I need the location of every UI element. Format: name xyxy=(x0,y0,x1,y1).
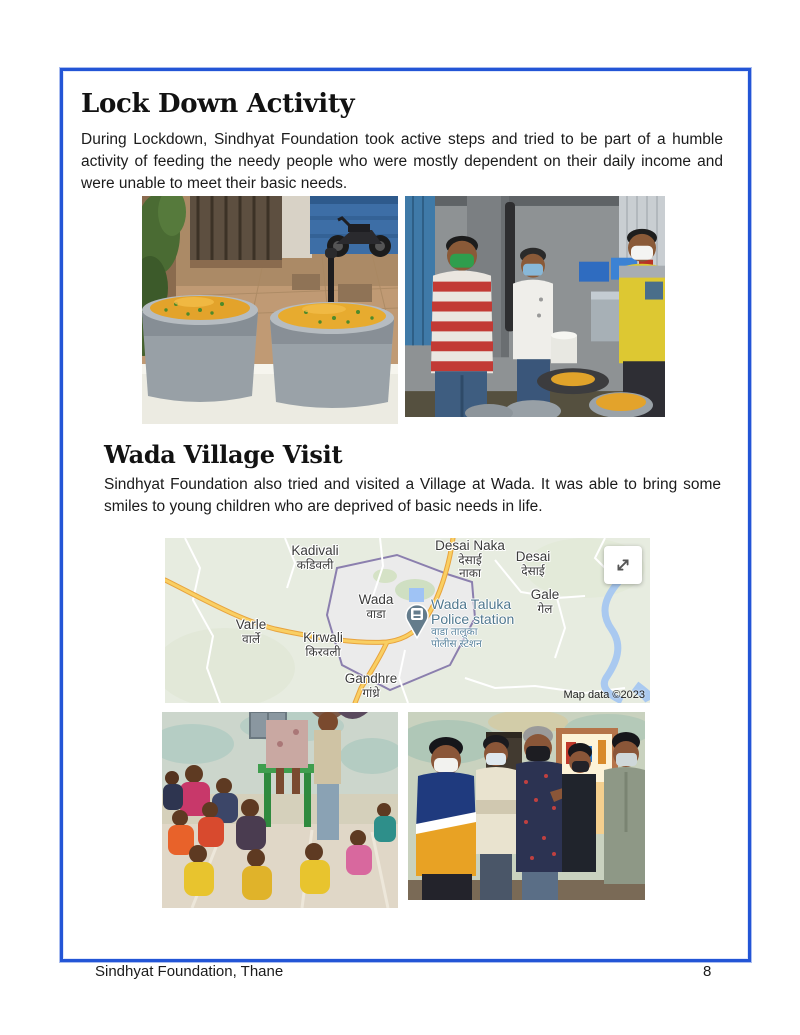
photo-children-classroom xyxy=(162,712,398,908)
photo-group-illustration xyxy=(408,712,645,900)
map-label-gale: Gale गेल xyxy=(530,587,560,616)
wada-map-image xyxy=(165,538,650,703)
photo-children-illustration xyxy=(162,712,398,908)
map-label-police-station: Wada Taluka Police station वाडा तालुका पोलीस स्टेशन xyxy=(431,596,515,650)
expand-arrows-icon xyxy=(612,554,634,576)
content-border-box xyxy=(60,68,751,962)
footer-page-number: 8 xyxy=(703,963,712,980)
map-label-kirwali: Kirwali किरवली xyxy=(303,630,343,659)
map-label-kadivali: Kadivali कडिवली xyxy=(291,543,339,572)
photo-cooking-pots xyxy=(142,196,398,424)
map-label-gandhre: Gandhre गांध्रे xyxy=(344,671,398,700)
section1-paragraph: During Lockdown, Sindhyat Foundation took active steps and tried to be part of a humble activity of feeding the needy people who were mostly dependent on their daily income and were unable to meet their basic needs. xyxy=(81,131,723,192)
map-attribution: Map data ©2023 xyxy=(563,689,645,701)
footer-organization: Sindhyat Foundation, Thane xyxy=(95,963,284,980)
map-label-desai-naka: Desai Naka देसाई नाका xyxy=(435,538,505,581)
section2-paragraph: Sindhyat Foundation also tried and visited a Village at Wada. It was able to bring some smiles to young children who are deprived of basic needs in life. xyxy=(104,476,721,515)
section1-title: Lock Down Activity xyxy=(81,89,355,119)
photo-cooking-pots-illustration xyxy=(142,196,398,424)
map-expand-button xyxy=(604,546,642,584)
map-label-varle: Varle वार्ले xyxy=(235,617,267,646)
map-label-wada: Wada वाडा xyxy=(358,592,394,621)
map-label-desai: Desai देसाई xyxy=(515,549,551,578)
photo-kitchen-illustration xyxy=(405,196,665,417)
photo-village-visit-group xyxy=(408,712,645,900)
photo-kitchen-volunteers xyxy=(405,196,665,417)
section2-title: Wada Village Visit xyxy=(104,440,343,469)
